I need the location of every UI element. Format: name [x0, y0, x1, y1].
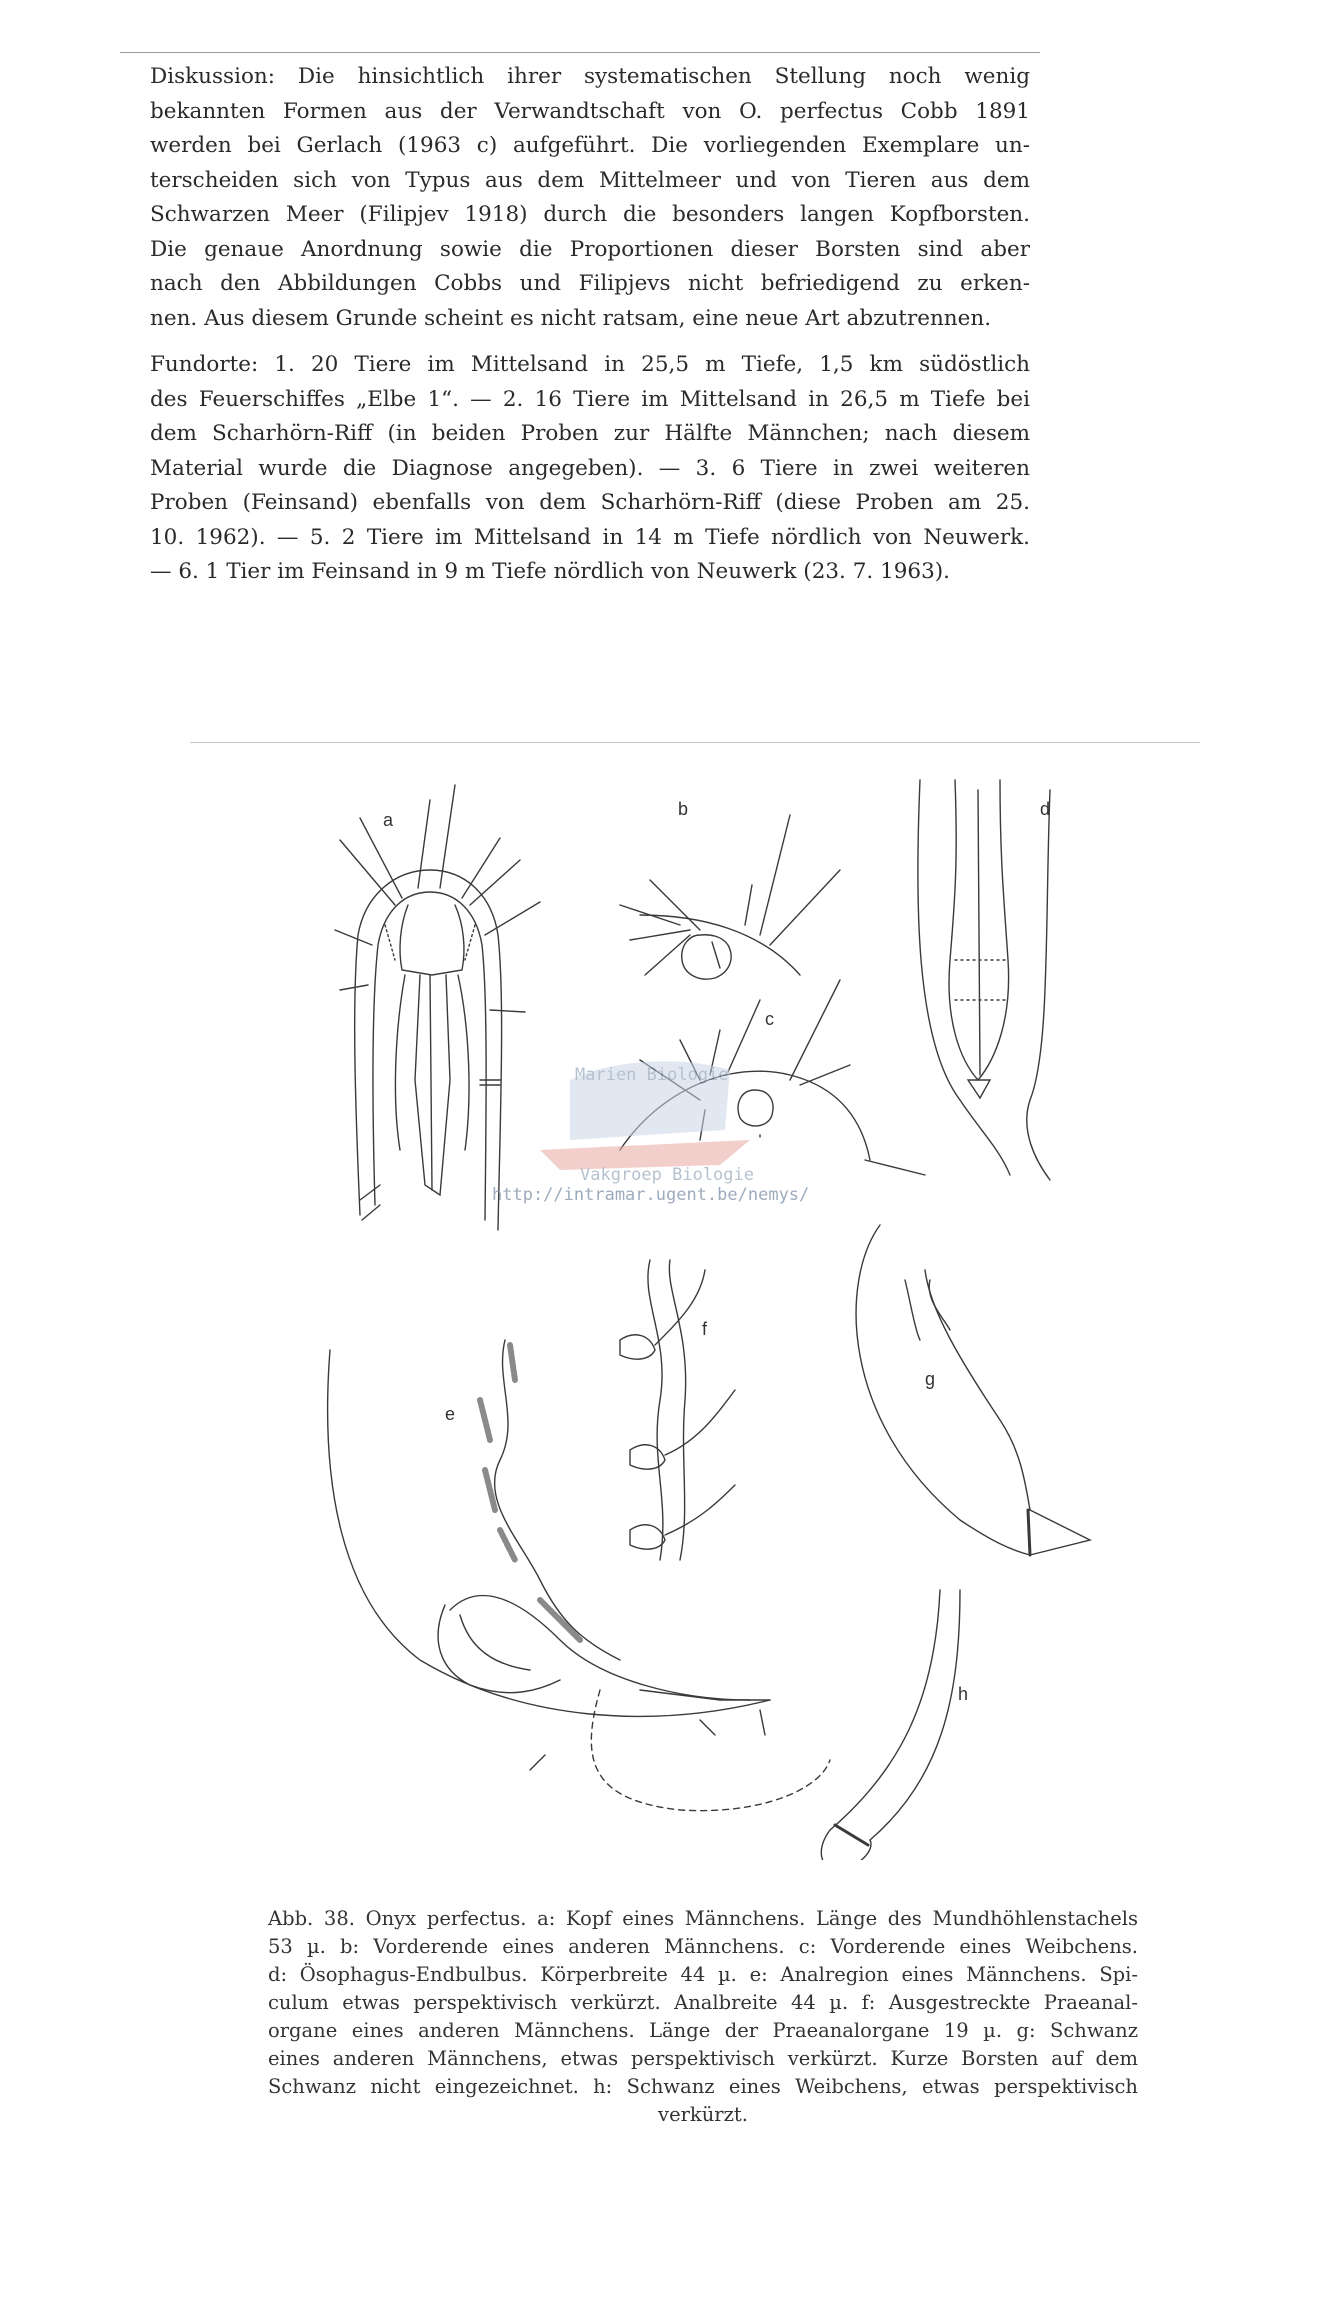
panel-d-drawing — [918, 780, 1050, 1180]
figure-caption — [268, 1905, 1138, 2129]
panel-g-drawing — [856, 1225, 1090, 1555]
figure-onyx-perfectus — [180, 760, 1240, 1860]
discussion-line: Diskussion: Die hinsichtlich ihrer systematischen Stellung noch wenig — [150, 64, 1030, 89]
fundorte-line: des Feuerschiffes „Elbe 1“. — 2. 16 Tiere im Mittelsand in 26,5 m Tiefe bei — [150, 386, 1030, 412]
panel-label-c: c — [765, 1009, 774, 1029]
fundorte-line: — 6. 1 Tier im Feinsand in 9 m Tiefe nördlich von Neuwerk (23. 7. 1963). — [150, 559, 951, 584]
caption-line: eines anderen Männchens, etwas perspektivisch verkürzt. Kurze Borsten auf dem — [268, 2047, 1138, 2070]
watermark-logo-subtext: Vakgroep Biologie — [580, 1165, 754, 1185]
panel-label-a: a — [383, 810, 394, 830]
discussion-line: bekannten Formen aus der Verwandtschaft von O. perfectus Cobb 1891 — [150, 98, 1030, 124]
discussion-line: nach den Abbildungen Cobbs und Filipjevs nicht befriedigend zu erken- — [150, 271, 1030, 296]
caption-line: Schwanz nicht eingezeichnet. h: Schwanz eines Weibchens, etwas perspektivisch — [268, 2075, 1138, 2098]
discussion-paragraph — [150, 60, 1030, 336]
watermark-logo — [540, 1061, 754, 1185]
caption-line: verkürzt. — [658, 2103, 748, 2126]
fundorte-line: Fundorte: 1. 20 Tiere im Mittelsand in 25,5 m Tiefe, 1,5 km südöstlich — [150, 352, 1030, 377]
panel-a-drawing — [335, 785, 540, 1230]
panel-label-g: g — [925, 1369, 936, 1389]
discussion-line: terscheiden sich von Typus aus dem Mittelmeer und von Tieren aus dem — [150, 167, 1030, 193]
caption-line: 53 µ. b: Vorderende eines anderen Männchens. c: Vorderende eines Weibchens. — [268, 1935, 1138, 1958]
discussion-line: Schwarzen Meer (Filipjev 1918) durch die besonders langen Kopfborsten. — [150, 202, 1030, 227]
fundorte-line: 10. 1962). — 5. 2 Tiere im Mittelsand in 14 m Tiefe nördlich von Neuwerk. — [150, 524, 1030, 550]
discussion-line: Die genaue Anordnung sowie die Proportionen dieser Borsten sind aber — [150, 236, 1030, 262]
discussion-line: werden bei Gerlach (1963 c) aufgeführt. Die vorliegenden Exemplare un- — [150, 133, 1030, 158]
panel-f-drawing — [620, 1260, 735, 1560]
caption-line: Abb. 38. Onyx perfectus. a: Kopf eines Männchens. Länge des Mundhöhlenstachels — [268, 1907, 1138, 1930]
discussion-line: nen. Aus diesem Grunde scheint es nicht ratsam, eine neue Art abzutrennen. — [150, 305, 992, 331]
panel-b-drawing — [620, 815, 840, 979]
panel-label-d: d — [1040, 799, 1051, 819]
fundorte-line: dem Scharhörn-Riff (in beiden Proben zur Hälfte Männchen; nach diesem — [150, 421, 1030, 446]
watermark-logo-text: Marien Biologie — [575, 1065, 729, 1085]
panel-e-drawing — [328, 1340, 830, 1811]
top-rule — [120, 52, 1040, 53]
watermark-url: http://intramar.ugent.be/nemys/ — [492, 1185, 810, 1205]
panel-h-drawing — [821, 1590, 960, 1860]
caption-line: organe eines anderen Männchens. Länge der Praeanalorgane 19 µ. g: Schwanz — [268, 2019, 1138, 2042]
fundorte-line: Material wurde die Diagnose angegeben). — 3. 6 Tiere in zwei weiteren — [150, 455, 1030, 481]
fundorte-line: Proben (Feinsand) ebenfalls von dem Scharhörn-Riff (diese Proben am 25. — [150, 490, 1030, 515]
panel-label-b: b — [678, 799, 689, 819]
figure-top-rule — [190, 742, 1200, 743]
panel-label-h: h — [958, 1684, 969, 1704]
panel-label-f: f — [702, 1319, 708, 1339]
caption-line: culum etwas perspektivisch verkürzt. Analbreite 44 µ. f: Ausgestreckte Praeanal- — [268, 1991, 1138, 2014]
caption-line: d: Ösophagus-Endbulbus. Körperbreite 44 µ. e: Analregion eines Männchens. Spi- — [268, 1963, 1138, 1986]
panel-label-e: e — [445, 1404, 456, 1424]
fundorte-paragraph — [150, 348, 1030, 590]
